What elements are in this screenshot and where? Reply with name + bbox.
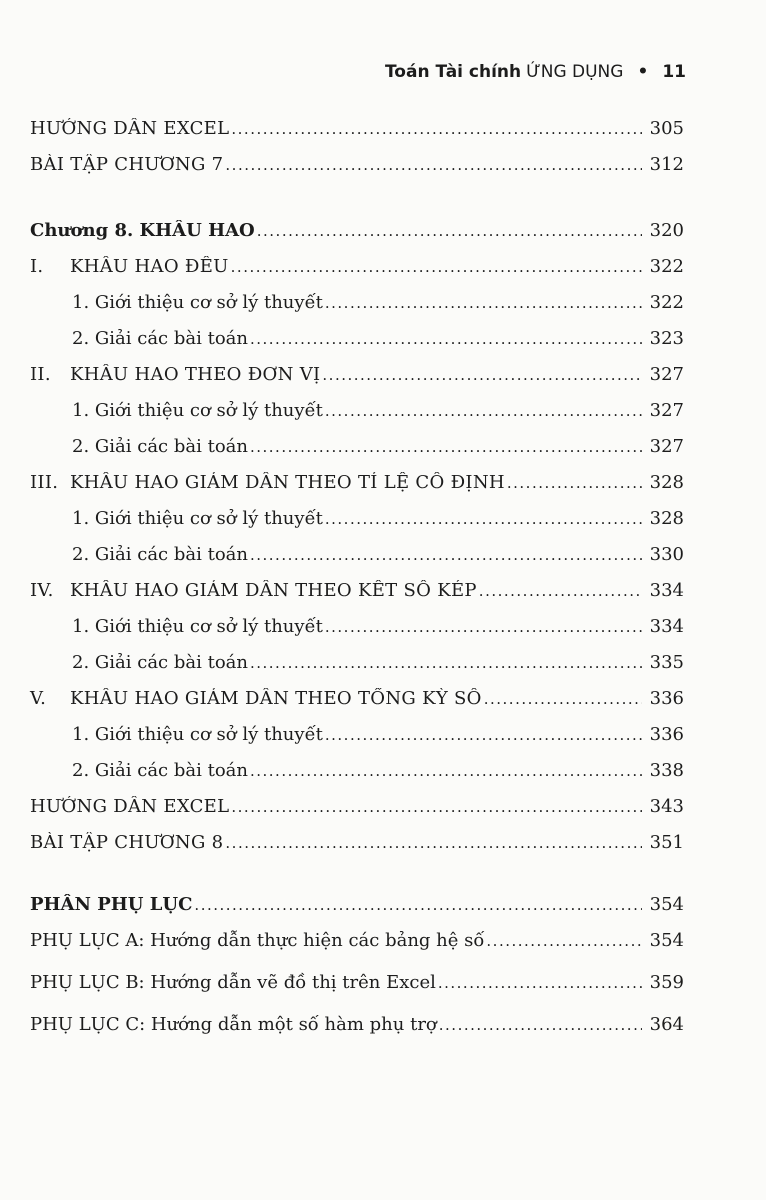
- toc-chapter-title: Chương 8. KHẤU HAO: [30, 220, 255, 241]
- toc-entry-label: 2. Giải các bài toán: [72, 328, 248, 349]
- toc-entry-phu-luc-c: [0, 1014, 766, 1048]
- toc-entry-page: 335: [649, 652, 684, 673]
- toc-section-title: [0, 256, 229, 277]
- toc-leader-dots: [325, 402, 642, 420]
- toc-entry-page: 320: [649, 220, 684, 241]
- toc-leader-dots: [507, 474, 642, 492]
- toc-entry-phu-luc-b: [0, 972, 766, 1006]
- toc-entry-label: PHỤ LỤC A: Hướng dẫn thực hiện các bảng hệ số: [30, 930, 485, 951]
- toc-entry-page: 336: [649, 688, 684, 709]
- toc-leader-dots: [250, 438, 642, 456]
- toc-leader-dots: [325, 618, 642, 636]
- toc-entry-label: PHỤ LỤC B: Hướng dẫn vẽ đồ thị trên Excel: [30, 972, 436, 993]
- toc-entry-section-v: [0, 688, 766, 722]
- toc-entry-page: 351: [649, 832, 684, 853]
- toc-entry-page: 328: [649, 508, 684, 529]
- toc-leader-dots: [250, 762, 642, 780]
- toc-entry-section-iii: [0, 472, 766, 506]
- toc-leader-dots: [231, 798, 642, 816]
- toc-entry-label: BÀI TẬP CHƯƠNG 8: [30, 832, 224, 853]
- toc-entry-bai-tap-chuong-7: [0, 154, 766, 188]
- toc-entry-page: 334: [649, 580, 684, 601]
- toc-leader-dots: [250, 654, 642, 672]
- toc-entry-label: 2. Giải các bài toán: [72, 436, 248, 457]
- toc-entry-label: KHẤU HAO GIẢM DẦN THEO TỔNG KỲ SỐ: [70, 688, 482, 709]
- toc-section-title: [0, 364, 320, 385]
- toc-entry-subsection: [0, 616, 766, 650]
- toc-entry-label: 1. Giới thiệu cơ sở lý thuyết: [72, 616, 323, 637]
- toc-entry-page: 338: [649, 760, 684, 781]
- toc-leader-dots: [225, 156, 642, 174]
- toc-leader-dots: [486, 932, 642, 950]
- toc-entry-page: 312: [649, 154, 684, 175]
- toc-entry-label: 2. Giải các bài toán: [72, 544, 248, 565]
- toc-entry-page: 359: [649, 972, 684, 993]
- toc-leader-dots: [257, 222, 642, 240]
- toc-entry-chapter-8: [0, 220, 766, 254]
- toc-entry-section-iv: [0, 580, 766, 614]
- toc-entry-subsection: [0, 760, 766, 794]
- toc-entry-label: 2. Giải các bài toán: [72, 760, 248, 781]
- toc-entry-label: 1. Giới thiệu cơ sở lý thuyết: [72, 724, 323, 745]
- toc-entry-label: KHẤU HAO GIẢM DẦN THEO TỈ LỆ CỐ ĐỊNH: [70, 472, 505, 493]
- toc-section-numeral: I.: [30, 256, 44, 277]
- toc-leader-dots: [322, 366, 642, 384]
- toc-entry-page: 336: [649, 724, 684, 745]
- toc-entry-page: 328: [649, 472, 684, 493]
- toc-entry-subsection: [0, 436, 766, 470]
- toc-leader-dots: [194, 896, 642, 914]
- toc-entry-page: 330: [649, 544, 684, 565]
- toc-entry-page: 327: [649, 436, 684, 457]
- toc-leader-dots: [231, 120, 642, 138]
- toc-section-title: [0, 580, 477, 601]
- toc-leader-dots: [325, 510, 642, 528]
- toc-entry-subsection: [0, 508, 766, 542]
- toc-entry-page: 343: [649, 796, 684, 817]
- toc-entry-label: HƯỚNG DẪN EXCEL: [30, 796, 230, 817]
- toc-entry-page: 354: [649, 930, 684, 951]
- toc-entry-bai-tap-chuong-8: [0, 832, 766, 866]
- toc-entry-label: 2. Giải các bài toán: [72, 652, 248, 673]
- toc-entry-phu-luc-a: [0, 930, 766, 964]
- toc-entry-subsection: [0, 292, 766, 326]
- toc-entry-label: 1. Giới thiệu cơ sở lý thuyết: [72, 508, 323, 529]
- toc-entry-page: 322: [649, 292, 684, 313]
- header-page-number: 11: [662, 62, 686, 82]
- toc-leader-dots: [250, 330, 642, 348]
- toc-entry-huong-dan-excel-7: [0, 118, 766, 152]
- toc-entry-section-i: [0, 256, 766, 290]
- toc-leader-dots: [325, 726, 642, 744]
- toc-entry-subsection: [0, 652, 766, 686]
- toc-leader-dots: [250, 546, 642, 564]
- toc-leader-dots: [325, 294, 642, 312]
- toc-leader-dots: [479, 582, 642, 600]
- toc-leader-dots: [439, 1016, 642, 1034]
- toc-entry-page: 334: [649, 616, 684, 637]
- toc-leader-dots: [484, 690, 642, 708]
- toc-entry-label: BÀI TẬP CHƯƠNG 7: [30, 154, 224, 175]
- header-separator: •: [637, 62, 649, 82]
- toc-entry-huong-dan-excel-8: [0, 796, 766, 830]
- toc-part-title: PHẦN PHỤ LỤC: [30, 894, 193, 915]
- toc-section-title: [0, 472, 505, 493]
- toc-entry-subsection: [0, 724, 766, 758]
- toc-entry-phan-phu-luc: [0, 894, 766, 928]
- toc-section-numeral: IV.: [30, 580, 54, 601]
- toc-section-title: [0, 688, 482, 709]
- toc-entry-label: KHẤU HAO THEO ĐƠN VỊ: [70, 364, 321, 385]
- toc-entry-page: 327: [649, 400, 684, 421]
- toc-entry-subsection: [0, 544, 766, 578]
- toc-entry-page: 323: [649, 328, 684, 349]
- toc-entry-page: 327: [649, 364, 684, 385]
- header-book-subtitle: ỨNG DỤNG: [526, 62, 624, 82]
- toc-entry-subsection: [0, 400, 766, 434]
- header-book-title: Toán Tài chính: [384, 62, 522, 82]
- toc-entry-page: 354: [649, 894, 684, 915]
- toc-entry-page: 305: [649, 118, 684, 139]
- toc-entry-section-ii: [0, 364, 766, 398]
- toc-leader-dots: [225, 834, 642, 852]
- toc-entry-label: 1. Giới thiệu cơ sở lý thuyết: [72, 400, 323, 421]
- toc-section-numeral: V.: [30, 688, 47, 709]
- running-header: [385, 62, 686, 82]
- toc-leader-dots: [231, 258, 642, 276]
- toc-section-numeral: III.: [30, 472, 59, 493]
- toc-entry-label: 1. Giới thiệu cơ sở lý thuyết: [72, 292, 323, 313]
- toc-entry-label: HƯỚNG DẪN EXCEL: [30, 118, 230, 139]
- toc-section-numeral: II.: [30, 364, 51, 385]
- toc-entry-subsection: [0, 328, 766, 362]
- toc-entry-label: PHỤ LỤC C: Hướng dẫn một số hàm phụ trợ: [30, 1014, 437, 1035]
- toc-entry-label: KHẤU HAO GIẢM DẦN THEO KẾT SỐ KÉP: [70, 580, 477, 601]
- toc-entry-page: 364: [649, 1014, 684, 1035]
- toc-leader-dots: [438, 974, 642, 992]
- toc-entry-page: 322: [649, 256, 684, 277]
- toc-entry-label: KHẤU HAO ĐỀU: [70, 256, 229, 277]
